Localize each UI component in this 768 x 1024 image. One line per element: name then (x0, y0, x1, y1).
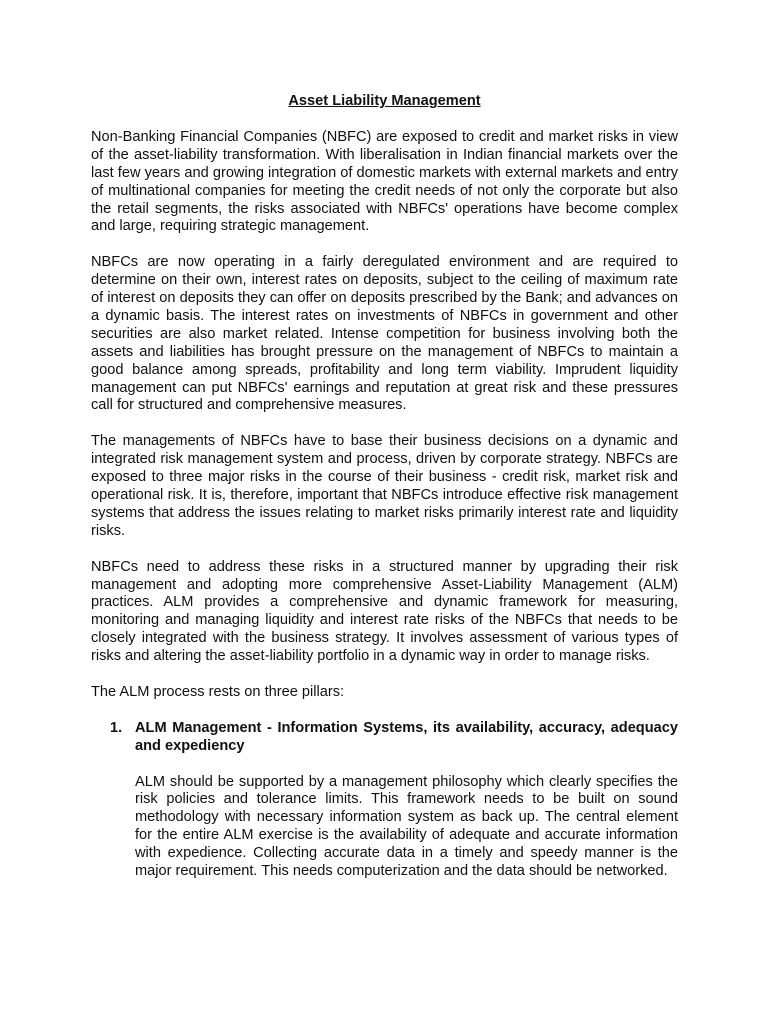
paragraph-three-pillars-intro: The ALM process rests on three pillars: (91, 683, 345, 700)
pillars-list (91, 720, 678, 881)
list-item (91, 720, 678, 881)
paragraph-deregulated-environment: NBFCs are now operating in a fairly deregulated environment and are required to determine on their own, interest rates on deposits, subject to the ceiling of maximum rate of interest on deposits they can offer on deposits prescribed by the Bank; and advances on a dynamic basis. The interest rates on investments of NBFCs in government and other securities are also market related. Intense competition for business involving both the assets and liabilities has brought pressure on the management of NBFCs to maintain a good balance among spreads, profitability and long term viability. Imprudent liquidity management can put NBFCs' earnings and reputation at great risk and these pressures call for structured and comprehensive measures. (91, 254, 678, 414)
paragraph-nbfc-risks: Non-Banking Financial Companies (NBFC) are exposed to credit and market risks in view of the asset-liability transformation. With liberalisation in Indian financial markets over the last few years and growing integration of domestic markets with external markets and entry of multinational companies for meeting the credit needs of not only the corporate but also the retail segments, the risks associated with NBFCs' operations have become complex and large, requiring strategic management. (91, 128, 678, 235)
pillar-number: 1. (110, 719, 123, 736)
document-title: Asset Liability Management (288, 93, 481, 109)
paragraph-risk-management-system: The managements of NBFCs have to base their business decisions on a dynamic and integrated risk management system and process, driven by corporate strategy. NBFCs are exposed to three major risks in the course of their business - credit risk, market risk and operational risk. It is, therefore, important that NBFCs introduce effective risk management systems that address the issues relating to market risks primarily interest rate and liquidity risks. (91, 433, 678, 539)
pillar-heading: ALM Management - Information Systems, its availability, accuracy, adequacy and expediency (135, 719, 678, 754)
pillar-body: ALM should be supported by a management philosophy which clearly specifies the risk policies and tolerance limits. This framework needs to be built on sound methodology with necessary information system as back up. The central element for the entire ALM exercise is the availability of adequate and accurate information with expedience. Collecting accurate data in a timely and speedy manner is the major requirement. This needs computerization and the data should be networked. (135, 773, 678, 880)
document-page (91, 93, 678, 881)
paragraph-alm-practices: NBFCs need to address these risks in a structured manner by upgrading their risk management and adopting more comprehensive Asset-Liability Management (ALM) practices. ALM provides a comprehensive and dynamic framework for measuring, monitoring and managing liquidity and interest rate risks of the NBFCs that needs to be closely integrated with the business strategy. It involves assessment of various types of risks and altering the asset-liability portfolio in a dynamic way in order to manage risks. (91, 558, 678, 665)
